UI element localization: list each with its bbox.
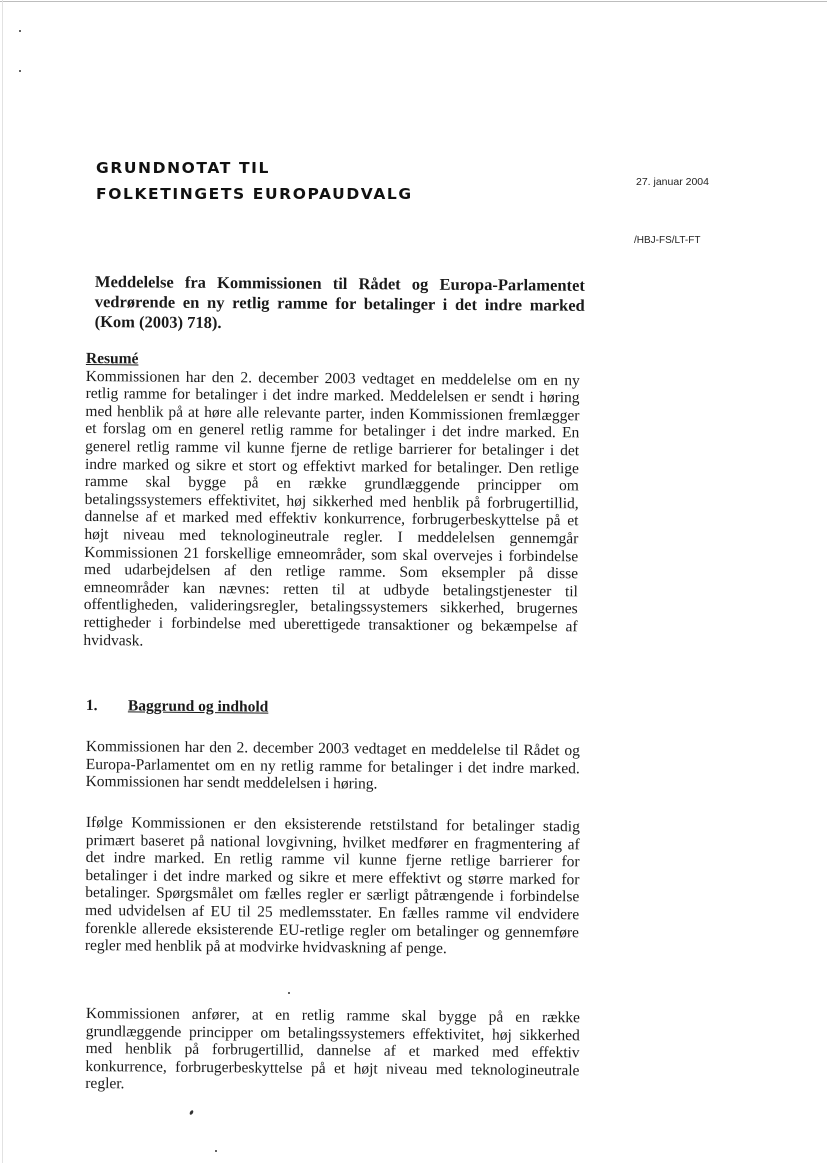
header-title-line-2: FOLKETINGETS EUROPAUDVALG: [96, 185, 413, 203]
paragraph-text: Ifølge Kommissionen er den eksisterende retstilstand for betalinger stadig primært baseret på national lovgivning, hvilket medfører en fragmentering af det indre marked. En retlig ramme vil kunne fjerne retlige barrierer for betalinger i det indre marked og sikre et mere effektivt og større marked for betalinger. Spørgsmålet om fælles regler er særligt påtrængende i forbindelse med udvidelsen af EU til 25 medlemsstater. En fælles ramme vil endvidere forenkle allerede eksisterende EU-retlige regler om betalinger og gennemføre regler med henblik på at modvirke hvidvaskning af penge.: [84, 814, 580, 958]
section-1-paragraph-3: [85, 1005, 580, 1097]
resume-heading: Resumé: [85, 350, 139, 368]
document-header-title: [96, 155, 413, 207]
document-title: Meddelelse fra Kommissionen til Rådet og Europa-Parlamentet vedrørende en ny retlig ramme for betalinger i det indre marked (Kom (2003) 718).: [94, 272, 585, 332]
header-title-line-1: GRUNDNOTAT TIL: [96, 159, 270, 177]
scan-speck: [19, 70, 21, 72]
section-title: Baggrund og indhold: [127, 697, 269, 716]
document-date: 27. januar 2004: [636, 176, 709, 188]
document-reference: /HBJ-FS/LT-FT: [634, 235, 701, 246]
section-1-heading: [86, 697, 386, 718]
paragraph-text: Kommissionen anfører, at en retlig ramme skal bygge på en række grundlæggende principper om betalingssystemers effektivitet, høj sikkerhed med henblik på forbrugertillid, dannelse af et marked med effektiv konkurrence, forbrugerbeskyttelse på et højt niveau med teknologineutrale regler.: [85, 1005, 580, 1093]
section-1-paragraph-1: [86, 738, 580, 795]
scan-speck: [288, 992, 290, 994]
resume-section: [83, 350, 580, 653]
scan-speck: [215, 1150, 217, 1152]
scan-artifact-edge: [2, 0, 3, 1163]
scan-artifact-line: [0, 1, 827, 2]
scan-speck: [189, 1110, 194, 1116]
resume-text: Kommissionen har den 2. december 2003 vedtaget en meddelelse om en ny retlig ramme for betalinger i det indre marked. Meddelelsen er sendt i høring med henblik på at høre alle relevante parter, inden Kommissionen fremlægger et forslag om en generel retlig ramme for betalinger i det indre marked. En generel retlig ramme vil kunne fjerne de retlige barrierer for betalinger i det indre marked og sikre et stort og effektivt marked for betalinger. Den retlige ramme skal bygge på en række grundlæggende principper om betalingssystemers effektivitet, høj sikkerhed med henblik på forbrugertillid, dannelse af et marked med effektiv konkurrence, forbrugerbeskyttelse på et højt niveau med teknologineutrale regler. I meddelelsen gennemgår Kommissionen 21 forskellige emneområder, som skal overvejes i forbindelse med udarbejdelsen af den retlige ramme. Som eksempler på disse emneområder kan nævnes: retten til at udbyde betalingstjenester til offentligheden, valideringsregler, betalingssystemers sikkerhed, brugernes rettigheder i forbindelse med uberettigede transaktioner og bekæmpelse af hvidvask.: [83, 367, 580, 650]
section-1-paragraph-2: [85, 814, 580, 959]
scan-speck: [19, 30, 21, 32]
section-number: 1.: [85, 697, 98, 715]
paragraph-text: Kommissionen har den 2. december 2003 vedtaget en meddelelse til Rådet og Europa-Parlamentet om en ny retlig ramme for betalinger i det indre marked. Kommissionen har sendt meddelelsen i høring.: [85, 738, 580, 793]
